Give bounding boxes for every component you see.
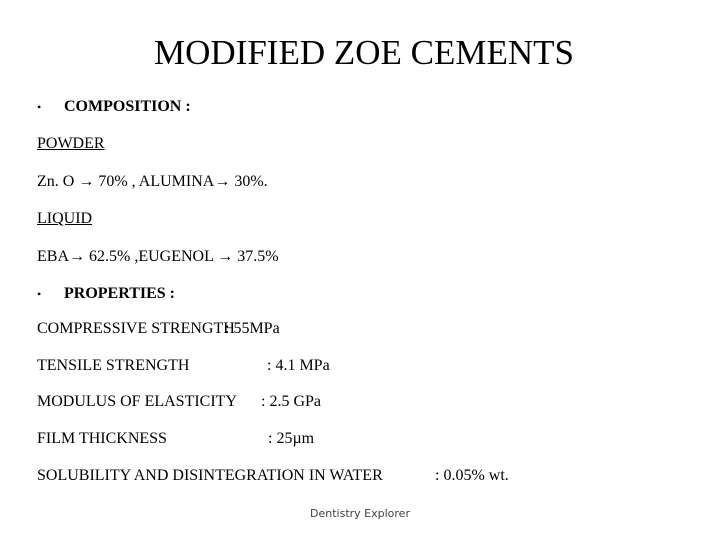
slide-title: MODIFIED ZOE CEMENTS [154,33,574,72]
property-label: COMPRESSIVE STRENGTH [37,320,235,337]
powder-label: POWDER [37,135,105,152]
liquid-composition: EBA→ 62.5% ,EUGENOL → 37.5% [37,248,279,265]
property-label: TENSILE STRENGTH [37,357,190,374]
property-value: : 55MPa [225,320,280,337]
property-row-compressive-strength [37,319,697,339]
property-row-modulus-of-elasticity [37,392,697,412]
composition-heading: COMPOSITION : [64,98,191,115]
bullet-icon: • [37,287,42,301]
footer-watermark [0,506,720,522]
property-row-tensile-strength [37,356,697,376]
property-value: : 2.5 GPa [261,393,321,410]
property-label: FILM THICKNESS [37,430,167,447]
property-label: SOLUBILITY AND DISINTEGRATION IN WATER [37,467,383,484]
footer-text: Dentistry Explorer [310,507,410,520]
property-value: : 4.1 MPa [267,357,330,374]
property-row-film-thickness [37,429,697,449]
property-label: MODULUS OF ELASTICITY [37,393,237,410]
liquid-label: LIQUID [37,210,93,227]
properties-heading: PROPERTIES : [64,285,176,302]
bullet-icon: • [37,100,42,114]
property-row-solubility [37,466,697,486]
property-value: : 0.05% wt. [435,467,509,484]
property-value: : 25µm [268,430,315,447]
powder-composition: Zn. O → 70% , ALUMINA→ 30%. [37,173,268,190]
